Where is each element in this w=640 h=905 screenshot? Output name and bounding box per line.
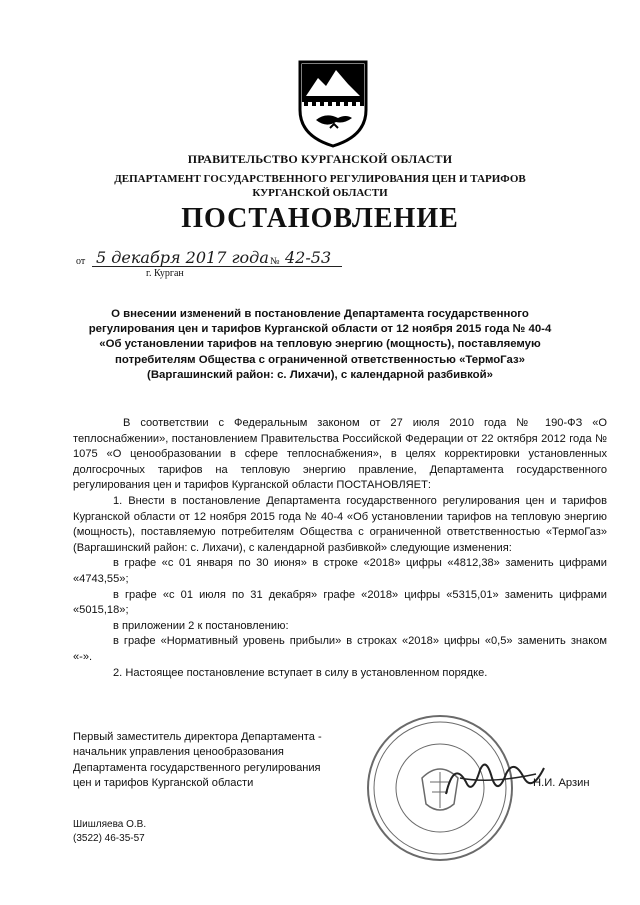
handwritten-date: 5 декабря 2017 года (96, 248, 269, 267)
item-1b-paragraph: в графе «с 01 июля по 31 декабря» графе «2018» цифры «5315,01» заменить цифрами «5015,18»; (73, 588, 607, 617)
handwritten-number: 42-53 (285, 248, 332, 267)
item-1a-paragraph: в графе «с 01 января по 30 июня» в строке «2018» цифры «4812,38» заменить цифрами «4743,55»; (73, 557, 607, 585)
document-type-title: ПОСТАНОВЛЕНИЕ (181, 203, 459, 234)
coat-of-arms-emblem (296, 58, 370, 148)
department-name-line2: КУРГАНСКОЙ ОБЛАСТИ (252, 187, 388, 199)
preamble-paragraph: В соответствии с Федеральным законом от 27 июля 2010 года № 190-ФЗ «О теплоснабжении», постановлением Правительства Российской Федерации от 22 октября 2012 года № 1075 «О ценообразовании в сфере теплоснабжения», в целях корректировки установленных долгосрочных тарифов на тепловую энергию правление, Департамента государственного регулирования цен и тарифов Курганской области ПОСТАНОВЛЯЕТ: (73, 417, 607, 492)
executor-info (73, 818, 146, 846)
item-1d-paragraph: в графе «Нормативный уровень прибыли» в строках «2018» цифры «0,5» заменить знаком «-». (73, 635, 607, 663)
date-from-label: от (76, 256, 86, 267)
item-1-paragraph: 1. Внести в постановление Департамента государственного регулирования цен и тарифов Курганской области от 12 ноября 2015 года № 40-4 «Об установлении тарифов на тепловую энергию (мощность), поставляемую потребителям Общества с ограниченной ответственностью «ТермоГаз» (Варгашинский район: с. Лихачи), с календарной разбивкой» следующие изменения: (73, 494, 607, 554)
signatory-name: Н.И. Арзин (533, 777, 590, 789)
government-name: ПРАВИТЕЛЬСТВО КУРГАНСКОЙ ОБЛАСТИ (187, 152, 453, 166)
signatory-position-line4: цен и тарифов Курганской области (73, 777, 254, 790)
department-name (0, 172, 640, 200)
signatory-position (73, 730, 373, 792)
document-body (73, 416, 607, 681)
executor-phone: (3522) 46-35-57 (73, 833, 145, 844)
department-name-line1: ДЕПАРТАМЕНТ ГОСУДАРСТВЕННОГО РЕГУЛИРОВАНИЯ ЦЕН И ТАРИФОВ (114, 173, 526, 185)
item-1c-paragraph: в приложении 2 к постановлению: (113, 619, 289, 632)
executor-name: Шишляева О.В. (73, 819, 147, 830)
number-label: № (270, 256, 280, 267)
date-number-line (70, 248, 370, 272)
signatory-position-line1: Первый заместитель директора Департамента - (73, 731, 322, 743)
item-2-paragraph: 2. Настоящее постановление вступает в силу в установленном порядке. (113, 666, 488, 679)
city-name: г. Курган (146, 268, 184, 279)
signatory-position-line2: начальник управления ценообразования (73, 746, 284, 759)
document-subject: О внесении изменений в постановление Департамента государственного регулирования цен и тарифов Курганской области от 12 ноября 2015 года № 40-4 «Об установлении тарифов на тепловую энергию (мощность), поставляемую потребителям Общества с ограниченной ответственностью «ТермоГаз» (Варгашинский район: с. Лихачи), с календарной разбивкой» (88, 308, 552, 381)
signatory-position-line3: Департамента государственного регулирования (73, 761, 321, 774)
